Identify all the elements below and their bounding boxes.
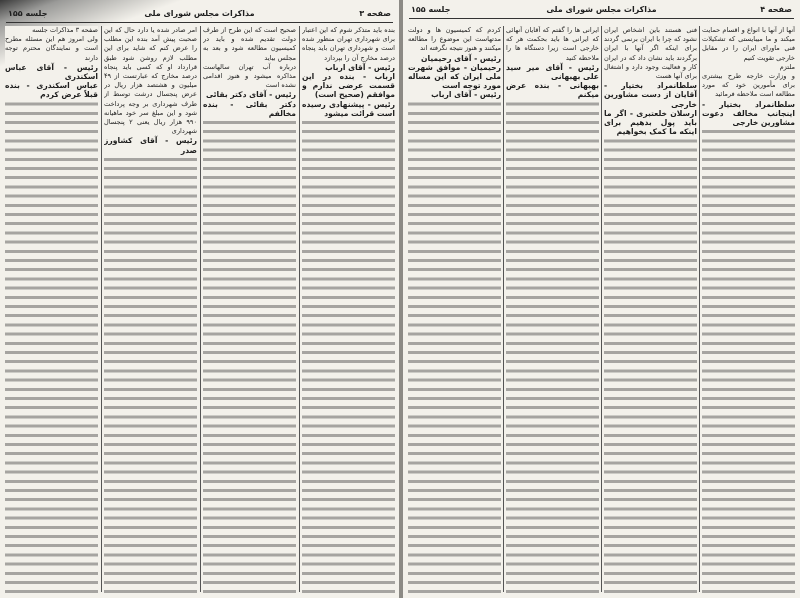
session-number: جلسه ۱۵۵ (411, 5, 451, 14)
paragraph: آنها از آنها با انواع و اقسام حمایت میکند و ما میبایستی که تشکیلات فنی ماورای ایران را در مقابل خارجی تقویت کنیم (702, 26, 795, 62)
paragraph: کردم که کمیسیون ها و دولت مدتهاست این موضوع را مطالعه میکنند و هنوز نتیجه نگرفته اند (408, 26, 501, 53)
speaker-paragraph: رئیس - آقای ارباب (408, 90, 501, 99)
session-number: جلسه ۱۵۵ (8, 9, 48, 18)
page-title: مذاکرات مجلس شورای ملی (144, 9, 255, 18)
speaker-paragraph: رئیس - آقای رحیمیان (408, 54, 501, 63)
text-column (203, 26, 296, 594)
paragraph: ایرانی ها را گفتم که آقایان آنهائی که ایرانی ها باید بحکمت هر که خارجی است زیرا دستگاه ها را ملاحظه کنید (506, 26, 599, 62)
paragraph: صحیح است که این طرح از طرف دولت تقدیم شده و باید در کمیسیون مطالعه شود و بعد به مجلس بیاید (203, 26, 296, 62)
paragraph: بنده باید متذکر شوم که این اعتبار برای شهرداری تهران منظور شده است و شهرداری تهران باید پنجاه درصد مخارج آن را بپردازد (302, 26, 395, 62)
speaker-paragraph: رئیس - آقای میر سید علی بهبهانی (506, 62, 599, 82)
speaker-paragraph: دکتر بقائی - بنده مخالفم (203, 99, 296, 118)
speaker-paragraph: ارباب - بنده در این قسمت عرضی ندارم و موافقم (صحیح است) (302, 72, 395, 100)
speaker-paragraph: سلطانمراد بختیار - آقایان از دست مشاورین خارجی (604, 81, 697, 109)
speaker-paragraph: سلطانمراد بختیار - اینجانب مخالف دعوت مشاورین خارجی (702, 99, 795, 128)
page-number: صفحه ۴ (760, 5, 792, 14)
speaker-paragraph: رئیس - آقای کشاورز صدر (104, 136, 197, 155)
speaker-paragraph: رئیس - آقای ارباب (302, 63, 395, 72)
paragraph: امر صادر شده یا دارد حال که این صحبت پیش آمد بنده این مطلب را عرض کنم که شاید برای این مطلب لازم روشن شود طبق قرارداد او که کسی باید پنجاه درصد مخارج که عبارتست از ۴۹ میلیون و هشتصد هزار ریال در عرض پنجسال درشت توسط از طرف شهرداری بر وجه پرداخت شود و این مبلغ سر خود ماهیانه ۹۹۰ هزار ریال یعنی ۲ پنجسال شهرداری (104, 26, 197, 136)
paragraph: و وزارت خارجه طرح بیشتری برای مأمورین خود که مورد مطالعه است ملاحظه فرمائید (702, 72, 795, 99)
speaker-paragraph: بهبهانی - بنده عرض میکنم (506, 81, 599, 100)
text-column (702, 26, 795, 594)
paragraph: درباره آب تهران سالهاست مذاکره میشود و هنوز اقدامی نشده است (203, 62, 296, 90)
text-column (104, 26, 197, 594)
page-number: صفحه ۳ (359, 9, 391, 18)
text-column (5, 26, 98, 594)
speaker-paragraph: عباس اسکندری - بنده قبلاً عرض کردم (5, 81, 98, 100)
text-column (604, 26, 697, 594)
right-page (403, 0, 800, 598)
paragraph: فنی هستند باین اشخاص ایران نشود که چرا با ایران برنمی گردند برای اینکه اگر آنها با ایران برگردند باید نشان داد که در ایران کار و فعالیت وجود دارد و اشتغال برای آنها هست (604, 26, 697, 81)
speaker-paragraph: رئیس - آقای عباس اسکندری (5, 62, 98, 82)
speaker-paragraph: رئیس - پیشنهادی رسیده است قرائت میشود (302, 99, 395, 118)
paragraph: ولی امروز هم این مسئله مطرح است و نمایندگان محترم توجه دارند (5, 35, 98, 62)
text-column (506, 26, 599, 594)
text-column (408, 26, 501, 594)
page-title: مذاکرات مجلس شورای ملی (546, 5, 657, 14)
text-column (302, 26, 395, 594)
right-page-header (409, 4, 794, 19)
left-page-header (6, 8, 393, 23)
paragraph: ملتزم (702, 63, 795, 72)
speaker-paragraph: رحیمیان - موافق شهرت ملی ایران که این مساله مورد توجه است (408, 62, 501, 91)
speaker-paragraph: ارسلان خلعتبری - اگر ما باید پول بدهیم برای اینکه ما کمک بخواهیم (604, 108, 697, 137)
paragraph: صفحه ۳ مذاکرات جلسه (5, 26, 98, 35)
left-page (0, 0, 399, 598)
speaker-paragraph: رئیس - آقای دکتر بقائی (203, 90, 296, 99)
